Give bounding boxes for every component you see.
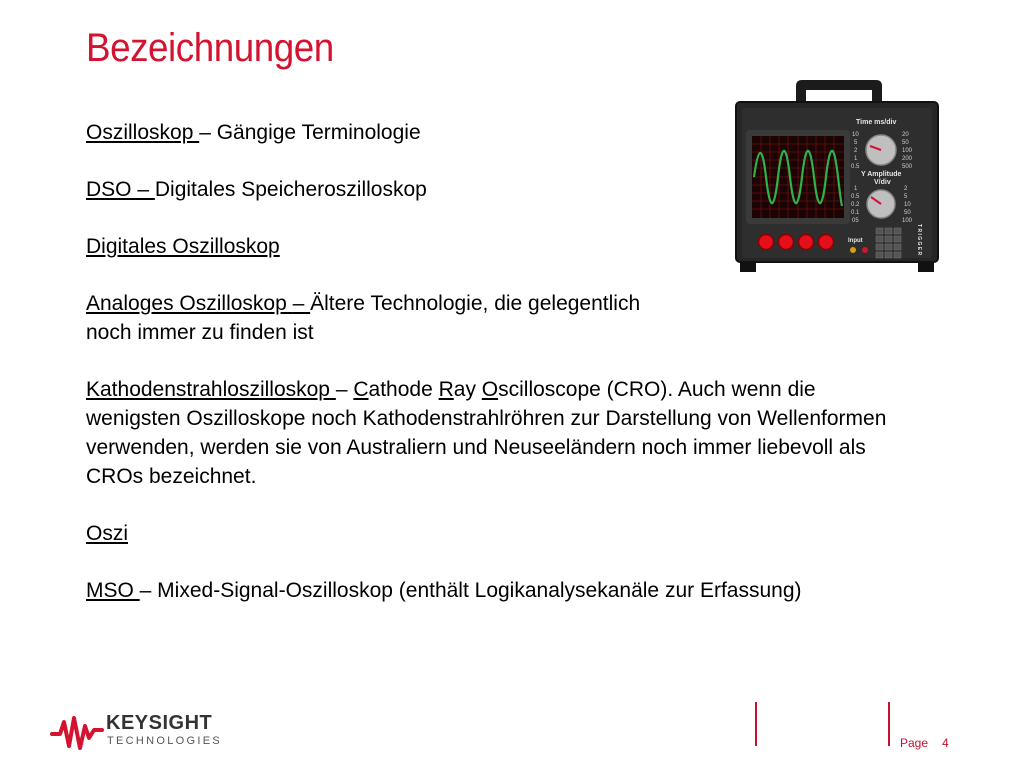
list-item: [86, 519, 906, 548]
svg-text:0.5: 0.5: [851, 164, 860, 170]
svg-text:500: 500: [902, 164, 913, 170]
term: Digitales Oszilloskop: [86, 235, 280, 258]
term: Oszilloskop: [86, 121, 200, 144]
term: Oszi: [86, 522, 128, 545]
svg-text:100: 100: [902, 148, 913, 154]
term: Analoges Oszilloskop: [86, 292, 293, 315]
svg-text:5: 5: [904, 194, 908, 200]
keysight-wave-icon: [52, 718, 102, 748]
amplitude-label: Y Amplitude: [861, 171, 902, 178]
footer-divider: [888, 702, 890, 746]
page-label: Page: [900, 736, 929, 750]
description: scilloscope (CRO). Auch wenn die wenigsten Oszilloskope noch Kathodenstrahlröhren zur Darstellung von Wellenformen verwenden, werden sie von Australiern und Neuseeländern noch immer liebevoll als CROs bezeichnet.: [86, 378, 887, 488]
svg-text:1: 1: [854, 186, 858, 192]
svg-text:0.5: 0.5: [851, 194, 860, 200]
svg-text:10: 10: [904, 202, 911, 208]
svg-text:50: 50: [902, 140, 909, 146]
list-item: [86, 289, 646, 347]
page-title: Bezeichnungen: [86, 26, 334, 70]
svg-text:2: 2: [854, 148, 858, 154]
list-item: [86, 375, 906, 491]
description: Ältere Technologie, die gelegentlich noch immer zu finden ist: [86, 292, 641, 344]
svg-text:100: 100: [902, 218, 913, 224]
red-button-2: [779, 235, 794, 250]
acronym-letter-c: C: [353, 378, 369, 401]
description: – Gängige Terminologie: [199, 121, 421, 144]
red-button-1: [759, 235, 774, 250]
input-jack-1: [850, 247, 856, 253]
term: Kathodenstrahloszilloskop: [86, 378, 336, 401]
input-jack-2: [862, 247, 868, 253]
svg-text:2: 2: [904, 186, 908, 192]
brand-subtitle: TECHNOLOGIES: [107, 735, 223, 747]
time-div-label: Time ms/div: [856, 119, 897, 126]
word-part: athode: [368, 378, 439, 401]
acronym-letter-r: R: [438, 378, 454, 401]
trigger-label: T R I G G E R: [916, 224, 922, 256]
volts-div-label: V/div: [874, 179, 891, 186]
svg-text:0.2: 0.2: [851, 202, 860, 208]
oscilloscope-illustration: [734, 78, 940, 276]
word-part: ay: [453, 378, 482, 401]
oscilloscope-foot-right: [918, 262, 934, 272]
oscilloscope-foot-left: [740, 262, 756, 272]
brand-name: KEYSIGHT: [106, 712, 213, 734]
footer-divider: [755, 702, 757, 746]
svg-text:20: 20: [902, 132, 909, 138]
list-item: [86, 576, 906, 605]
description: Digitales Speicheroszilloskop: [154, 178, 427, 201]
input-label: Input: [848, 238, 863, 244]
page-number: 4: [942, 736, 949, 750]
red-button-3: [799, 235, 814, 250]
svg-text:10: 10: [852, 132, 859, 138]
svg-text:50: 50: [904, 210, 911, 216]
acronym-letter-o: O: [481, 378, 499, 401]
red-button-4: [819, 235, 834, 250]
term: DSO –: [86, 178, 155, 201]
dash: –: [335, 378, 354, 401]
svg-text:1: 1: [854, 156, 858, 162]
separator: –: [292, 292, 311, 315]
svg-text:5: 5: [854, 140, 858, 146]
description: – Mixed-Signal-Oszilloskop (enthält Logikanalysekanäle zur Erfassung): [139, 579, 802, 602]
svg-text:05: 05: [852, 218, 859, 224]
term: MSO: [86, 579, 140, 602]
svg-text:200: 200: [902, 156, 913, 162]
svg-text:0.1: 0.1: [851, 210, 860, 216]
